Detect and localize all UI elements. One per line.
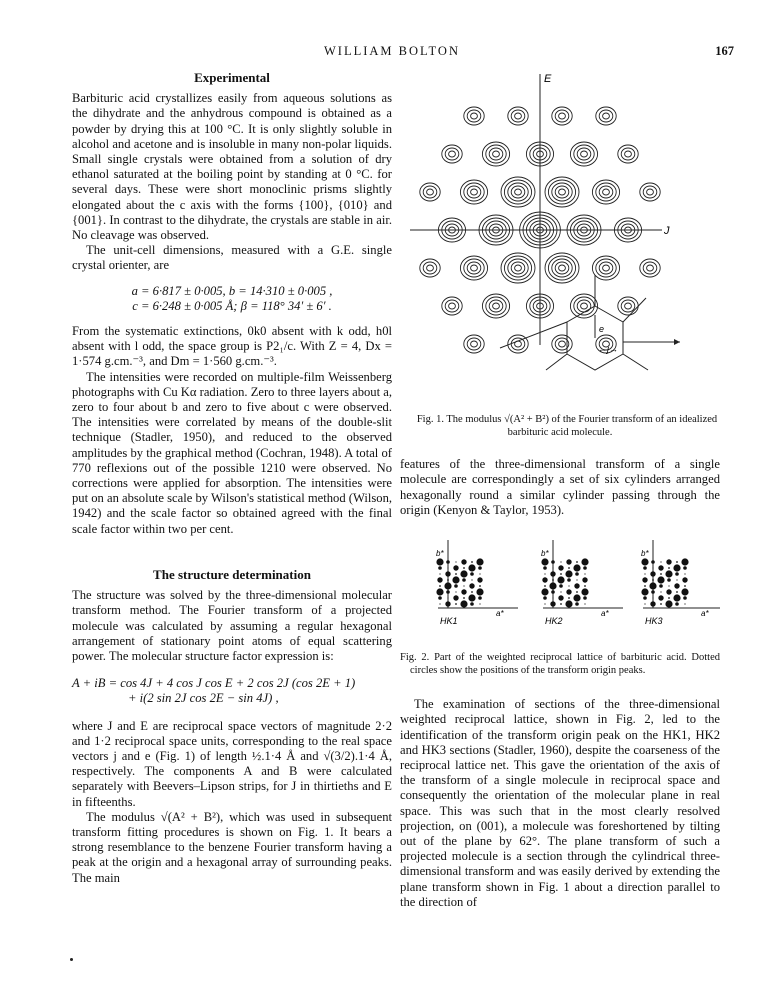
- figure-1: [400, 70, 720, 439]
- structure-factor-equation: [72, 676, 392, 706]
- fig2-reflexion: [469, 583, 474, 588]
- fig2-reflexion: [643, 566, 647, 570]
- fig1-contour: [482, 142, 509, 166]
- fig1-contour: [599, 262, 613, 274]
- fig1-contour: [555, 110, 569, 122]
- equation-line: c = 6·248 ± 0·005 Å; β = 118° 34′ ± 6′ .: [132, 298, 332, 313]
- fig1-contour: [559, 341, 566, 347]
- fig2-reflexion: [584, 573, 585, 574]
- fig1-contour: [504, 180, 531, 204]
- paragraph: The examination of sections of the three-dimensional weighted reciprocal lattice, shown in Fig. 2, led to the identification of the transform origin peak on the HK1, HK2 and HK3 sections (Stadler, 1960), despite the coarseness of the reciprocal lattice net. This gave the orientation of the axis of the transform of a single molecule in reciprocal space and consequently the orientation of the molecular plane in real space. This was such that in the most clearly resolved projection, on (001), a molecule was foreshortened by tilting out of the plane by 62°. The plane transform of such a projected molecule is a section through the cylindrical three-dimensional transform and was easily derived by extending the plane transform shown in Fig. 1 about a direction parallel to the direction of: [400, 697, 720, 909]
- fig2-reflexion: [658, 565, 663, 570]
- fig1-contour: [559, 265, 566, 271]
- fig2-reflexion: [455, 573, 457, 575]
- fig2-reflexion: [683, 596, 687, 600]
- fig2-reflexion: [455, 561, 456, 562]
- fig1-contour: [625, 151, 632, 157]
- running-header: WILLIAM BOLTON: [324, 44, 460, 58]
- fig2-reflexion: [478, 596, 482, 600]
- fig2-reflexion: [644, 603, 645, 604]
- fig1-contour: [471, 341, 478, 347]
- fig2-reflexion: [447, 567, 448, 568]
- fig2-reflexion: [436, 588, 443, 595]
- fig2-reflexion: [666, 589, 671, 594]
- fig1-contour: [555, 262, 569, 274]
- fig1-contour: [423, 186, 437, 198]
- fig2-reflexion: [576, 561, 578, 563]
- fig1-contour: [423, 262, 437, 274]
- fig2-reflexion: [676, 561, 678, 563]
- cell-dimensions: [72, 284, 392, 314]
- fig2-reflexion: [575, 602, 579, 606]
- fig1-contour: [467, 338, 481, 350]
- equation-line: + i(2 sin 2J cos 2E − sin 4J) ,: [128, 691, 279, 706]
- fig1-contour: [599, 186, 613, 198]
- fig2-reflexion: [477, 577, 482, 582]
- fig1-contour: [493, 151, 500, 157]
- fig2-reflexion: [461, 589, 466, 594]
- fig1-contour: [427, 189, 434, 195]
- fig1-contour: [515, 265, 522, 271]
- fig1-contour: [603, 113, 610, 119]
- fig2-reflexion: [660, 591, 661, 592]
- fig2-reflexion: [566, 559, 571, 564]
- equation-line: A + iB = cos 4J + 4 cos J cos E + 2 cos 2J (cos 2E + 1): [72, 676, 356, 691]
- fig2-reflexion: [643, 596, 647, 600]
- fig2-reflexion: [651, 590, 655, 594]
- fig2-reflexion: [437, 577, 442, 582]
- fig2-reflexion: [668, 597, 670, 599]
- fig1-contour: [493, 303, 500, 309]
- paragraph: The structure was solved by the three-dimensional molecular transform method. The Fourier transform of a projected molecule was calculated by assuming a regular hexagonal arrangement of stationary point atoms of equal scattering power. The molecular structure factor expression is:: [72, 588, 392, 663]
- fig2-reflexion: [676, 591, 678, 593]
- fig1-contour: [599, 110, 613, 122]
- fig2-reflexion: [557, 576, 564, 583]
- fig1-contour: [559, 113, 566, 119]
- fig1-contour: [427, 265, 434, 271]
- fig1-contour: [592, 180, 619, 204]
- fig2-reflexion: [544, 573, 545, 574]
- fig2-reflexion: [543, 566, 547, 570]
- fig1-contour: [592, 256, 619, 280]
- fig2-reflexion: [453, 595, 458, 600]
- fig2-reflexion: [582, 577, 587, 582]
- fig2-reflexion: [650, 601, 655, 606]
- fig1-contour: [548, 256, 575, 280]
- fig2-reflexion: [463, 585, 464, 586]
- fig2-reflexion: [541, 558, 548, 565]
- fig2-reflexion: [659, 584, 663, 588]
- fig2-reflexion: [549, 582, 556, 589]
- fig1-contour: [643, 262, 657, 274]
- fig2-axis-label-b: b*: [641, 549, 649, 559]
- fig1-contour: [501, 253, 535, 283]
- fig2-reflexion: [660, 603, 662, 605]
- fig1-contour: [603, 189, 610, 195]
- fig2-axis-label-b: b*: [436, 549, 444, 559]
- fig2-reflexion: [676, 579, 677, 580]
- paragraph: The unit-cell dimensions, measured with a G.E. single crystal orienter, are: [72, 243, 392, 273]
- fig2-reflexion: [478, 566, 482, 570]
- fig2-reflexion: [559, 584, 563, 588]
- fig2-reflexion: [581, 558, 588, 565]
- paragraph: The intensities were recorded on multiple-film Weissenberg photographs with Cu Kα radiation. Zero to three layers about a, zero to four about b and zero to five about c were observed. The intensities were correlated by means of the double-slit technique (Stadler, 1950), and reduced to the observed amplitudes by the graphical method (Cochran, 1948). A total of 770 reflexions out of the possible 1210 were observed. No corrections were applied for absorption. The intensities were put on an absolute scale by Wilson's statistical method (Wilson, 1942) and the scale factor so obtained agreed with the final scale factor within two per cent.: [72, 369, 393, 536]
- fig2-reflexion: [476, 558, 483, 565]
- fig2-reflexion: [439, 603, 440, 604]
- fig2-reflexion: [439, 573, 440, 574]
- fig2-reflexion: [673, 594, 680, 601]
- fig1-contour: [570, 294, 597, 318]
- fig2-reflexion: [567, 578, 571, 582]
- paragraph: Barbituric acid crystallizes easily from aqueous solutions as the dihydrate and the anhydrous compound is obtained as a powder by drying this at 100 °C. It is only slightly soluble in alcohol and acetone and is insoluble in many non-polar liquids. Small single crystals were obtained from a solution of dry ethanol saturated at the boiling point by standing at 0 °C. for several days. These were short monoclinic prisms slightly elongated about the c axis with the forms {100}, {010} and {001}. In contrast to the dihydrate, the crystals are stable in air. No cleavage was observed.: [72, 91, 392, 243]
- fig2-reflexion: [641, 558, 648, 565]
- fig1-label-e: e: [599, 324, 605, 334]
- fig2-reflexion: [468, 564, 475, 571]
- paragraph: From the systematic extinctions, 0k0 absent with k odd, h0l absent with l odd, the space group is P2₁/c. With Z = 4, Dx = 1·574 g.cm.⁻³, and Dm = 1·560 g.cm.⁻³.: [72, 324, 392, 369]
- fig1-transform-contours: [400, 70, 720, 410]
- fig1-contour: [511, 338, 525, 350]
- fig2-reflexion: [445, 571, 450, 576]
- fig2-reflexion: [551, 590, 555, 594]
- fig2-reflexion: [650, 571, 655, 576]
- fig2-reflexion: [454, 584, 458, 588]
- fig2-reflexion: [463, 567, 465, 569]
- fig2-reflexion: [660, 561, 661, 562]
- fig2-reflexion: [673, 564, 680, 571]
- fig2-reflexion: [558, 565, 563, 570]
- fig1-contour: [577, 300, 591, 312]
- page-number: 167: [715, 44, 734, 58]
- fig2-reflexion: [660, 573, 662, 575]
- fig2-reflexion: [576, 591, 578, 593]
- fig2-reflexion: [565, 570, 572, 577]
- fig2-reflexion: [460, 570, 467, 577]
- fig2-reflexion: [649, 582, 656, 589]
- fig1-contour: [489, 300, 503, 312]
- fig2-reflexion: [651, 560, 655, 564]
- fig1-contour: [460, 180, 487, 204]
- fig1-contour: [501, 177, 535, 207]
- left-column: [72, 70, 392, 886]
- fig2-reflexion: [684, 573, 685, 574]
- fig2-reflexion: [541, 588, 548, 595]
- fig1-contour: [570, 142, 597, 166]
- fig1-label-E: E: [544, 73, 552, 85]
- fig1-label-j: ←j→: [598, 344, 618, 354]
- fig1-contour: [467, 186, 481, 198]
- fig1-contour: [643, 186, 657, 198]
- fig2-reciprocal-lattice: [400, 532, 720, 642]
- paragraph: features of the three-dimensional transform of a single molecule are correspondingly a set of six cylinders arranged hexagonally round a similar cylinder passing through the origin (Kenyon & Taylor, 1953).: [400, 457, 720, 517]
- fig2-reflexion: [438, 566, 442, 570]
- fig2-reflexion: [665, 600, 672, 607]
- fig2-reflexion: [439, 585, 441, 587]
- fig2-reflexion: [470, 572, 474, 576]
- fig2-reflexion: [574, 583, 579, 588]
- fig2-reflexion: [470, 602, 474, 606]
- fig1-contour: [545, 177, 579, 207]
- fig2-reflexion: [652, 579, 654, 581]
- fig1-contour: [445, 300, 459, 312]
- fig1-contour: [548, 180, 575, 204]
- fig2-reflexion: [543, 596, 547, 600]
- fig2-reflexion: [463, 597, 465, 599]
- fig2-caption: Fig. 2. Part of the weighted reciprocal lattice of barbituric acid. Dotted circles show the positions of the transform origin peaks.: [400, 652, 720, 676]
- fig1-contour: [559, 189, 566, 195]
- fig2-reflexion: [658, 595, 663, 600]
- fig2-reflexion: [684, 585, 686, 587]
- fig2-reflexion: [675, 572, 679, 576]
- fig2-reflexion: [568, 585, 569, 586]
- fig1-contour: [581, 303, 588, 309]
- right-column: [400, 70, 720, 910]
- fig2-reflexion: [576, 579, 577, 580]
- figure-2: [400, 532, 720, 677]
- fig2-reflexion: [573, 594, 580, 601]
- fig2-reflexion: [568, 597, 570, 599]
- fig1-contour: [647, 265, 654, 271]
- fig1-caption: Fig. 1. The modulus √(A² + B²) of the Fourier transform of an idealized barbituric acid molecule.: [416, 414, 718, 438]
- fig2-reflexion: [479, 585, 481, 587]
- fig2-reflexion: [544, 585, 546, 587]
- fig1-contour: [555, 186, 569, 198]
- fig1-contour: [471, 189, 478, 195]
- fig2-reflexion: [550, 601, 555, 606]
- fig1-contour: [625, 303, 632, 309]
- fig2-reflexion: [444, 582, 451, 589]
- fig2-reflexion: [455, 603, 457, 605]
- fig1-contour: [545, 253, 579, 283]
- fig2-reflexion: [683, 566, 687, 570]
- fig1-contour: [603, 265, 610, 271]
- paragraph: where J and E are reciprocal space vectors of magnitude 2·2 and 1·2 reciprocal space units, corresponding to the real space vectors j and e (Fig. 1) of length ½.1·4 Å and √(3/2).1·4 Å, respectively. The components A and B were calculated separately with Beevers–Lipson strips, for J in thirtieths and E in fifteenths.: [72, 718, 392, 809]
- fig2-reflexion: [471, 579, 472, 580]
- fig1-contour: [471, 113, 478, 119]
- fig2-reflexion: [551, 560, 555, 564]
- fig2-reflexion: [675, 602, 679, 606]
- fig2-reflexion: [552, 579, 554, 581]
- fig2-reflexion: [452, 576, 459, 583]
- fig2-reflexion: [667, 578, 671, 582]
- fig2-reflexion: [642, 577, 647, 582]
- fig2-reflexion: [462, 578, 466, 582]
- fig2-axis-label-b: b*: [541, 549, 549, 559]
- fig1-contour: [515, 113, 522, 119]
- fig2-reflexion: [453, 565, 458, 570]
- fig2-reflexion: [681, 588, 688, 595]
- fig2-reflexion: [544, 603, 545, 604]
- fig2-reflexion: [552, 597, 553, 598]
- fig2-reflexion: [479, 573, 480, 574]
- fig2-reflexion: [455, 591, 456, 592]
- fig1-contour: [621, 148, 635, 160]
- fig1-contour: [467, 110, 481, 122]
- fig2-reflexion: [560, 561, 561, 562]
- fig2-axis-label-a: a*: [496, 609, 504, 619]
- fig1-contour: [445, 148, 459, 160]
- fig2-reflexion: [674, 583, 679, 588]
- fig1-hexagon: [500, 275, 680, 370]
- fig2-reflexion: [445, 601, 450, 606]
- fig2-reflexion: [552, 567, 553, 568]
- fig2-reflexion: [542, 577, 547, 582]
- fig2-panel-label: HK2: [545, 616, 563, 627]
- fig2-reflexion: [666, 559, 671, 564]
- fig1-label-J: J: [664, 225, 670, 237]
- fig2-reflexion: [438, 596, 442, 600]
- fig1-contour: [449, 151, 456, 157]
- paragraph: The modulus √(A² + B²), which was used in subsequent transform fitting procedures is shown on Fig. 1. It bears a strong resemblance to the benzene Fourier transform having a peak at the origin and a hexagonal array of surrounding peaks. The main: [72, 809, 392, 885]
- fig2-reflexion: [668, 585, 669, 586]
- fig2-reflexion: [560, 591, 561, 592]
- fig1-contour: [511, 262, 525, 274]
- fig2-reflexion: [644, 573, 645, 574]
- fig2-reflexion: [668, 567, 670, 569]
- fig2-axis-label-a: a*: [601, 609, 609, 619]
- fig2-axis-label-a: a*: [701, 609, 709, 619]
- fig1-contour: [511, 110, 525, 122]
- fig2-reflexion: [560, 573, 562, 575]
- fig2-reflexion: [568, 567, 570, 569]
- equation-line: a = 6·817 ± 0·005, b = 14·310 ± 0·005 ,: [131, 283, 333, 298]
- fig1-contour: [577, 148, 591, 160]
- experimental-heading: Experimental: [194, 70, 270, 85]
- fig1-contour: [460, 256, 487, 280]
- fig2-reflexion: [447, 597, 448, 598]
- fig2-reflexion: [471, 591, 473, 593]
- fig2-reflexion: [583, 566, 587, 570]
- fig2-reflexion: [479, 603, 480, 604]
- fig1-contour: [471, 265, 478, 271]
- fig2-reflexion: [644, 585, 646, 587]
- fig2-reflexion: [446, 560, 450, 564]
- fig2-reflexion: [684, 603, 685, 604]
- fig2-reflexion: [665, 570, 672, 577]
- fig1-contour: [581, 151, 588, 157]
- fig2-reflexion: [558, 595, 563, 600]
- fig2-panel-label: HK1: [440, 616, 458, 627]
- fig2-reflexion: [461, 559, 466, 564]
- fig2-panel-label: HK3: [645, 616, 663, 627]
- fig2-reflexion: [584, 603, 585, 604]
- fig1-contour: [504, 256, 531, 280]
- structure-heading: The structure determination: [153, 566, 311, 582]
- fig2-reflexion: [468, 594, 475, 601]
- fig2-reflexion: [471, 561, 473, 563]
- fig2-reflexion: [584, 585, 586, 587]
- fig1-contour: [511, 186, 525, 198]
- fig2-reflexion: [657, 576, 664, 583]
- fig2-reflexion: [476, 588, 483, 595]
- fig2-reflexion: [566, 589, 571, 594]
- fig1-contour: [449, 303, 456, 309]
- fig2-reflexion: [446, 590, 450, 594]
- fig2-reflexion: [581, 588, 588, 595]
- fig1-contour: [621, 300, 635, 312]
- fig2-reflexion: [436, 558, 443, 565]
- fig2-reflexion: [565, 600, 572, 607]
- fig1-contour: [482, 294, 509, 318]
- fig1-contour: [489, 148, 503, 160]
- fig2-reflexion: [573, 564, 580, 571]
- fig2-reflexion: [682, 577, 687, 582]
- fig2-reflexion: [575, 572, 579, 576]
- fig2-reflexion: [560, 603, 562, 605]
- fig1-contour: [515, 189, 522, 195]
- fig2-reflexion: [641, 588, 648, 595]
- fig1-contour: [647, 189, 654, 195]
- fig2-reflexion: [652, 597, 653, 598]
- fig2-reflexion: [447, 579, 449, 581]
- fig2-reflexion: [652, 567, 653, 568]
- fig2-reflexion: [681, 558, 688, 565]
- fig2-reflexion: [550, 571, 555, 576]
- fig2-reflexion: [460, 600, 467, 607]
- page-mark: [70, 958, 73, 961]
- fig1-contour: [467, 262, 481, 274]
- fig2-reflexion: [583, 596, 587, 600]
